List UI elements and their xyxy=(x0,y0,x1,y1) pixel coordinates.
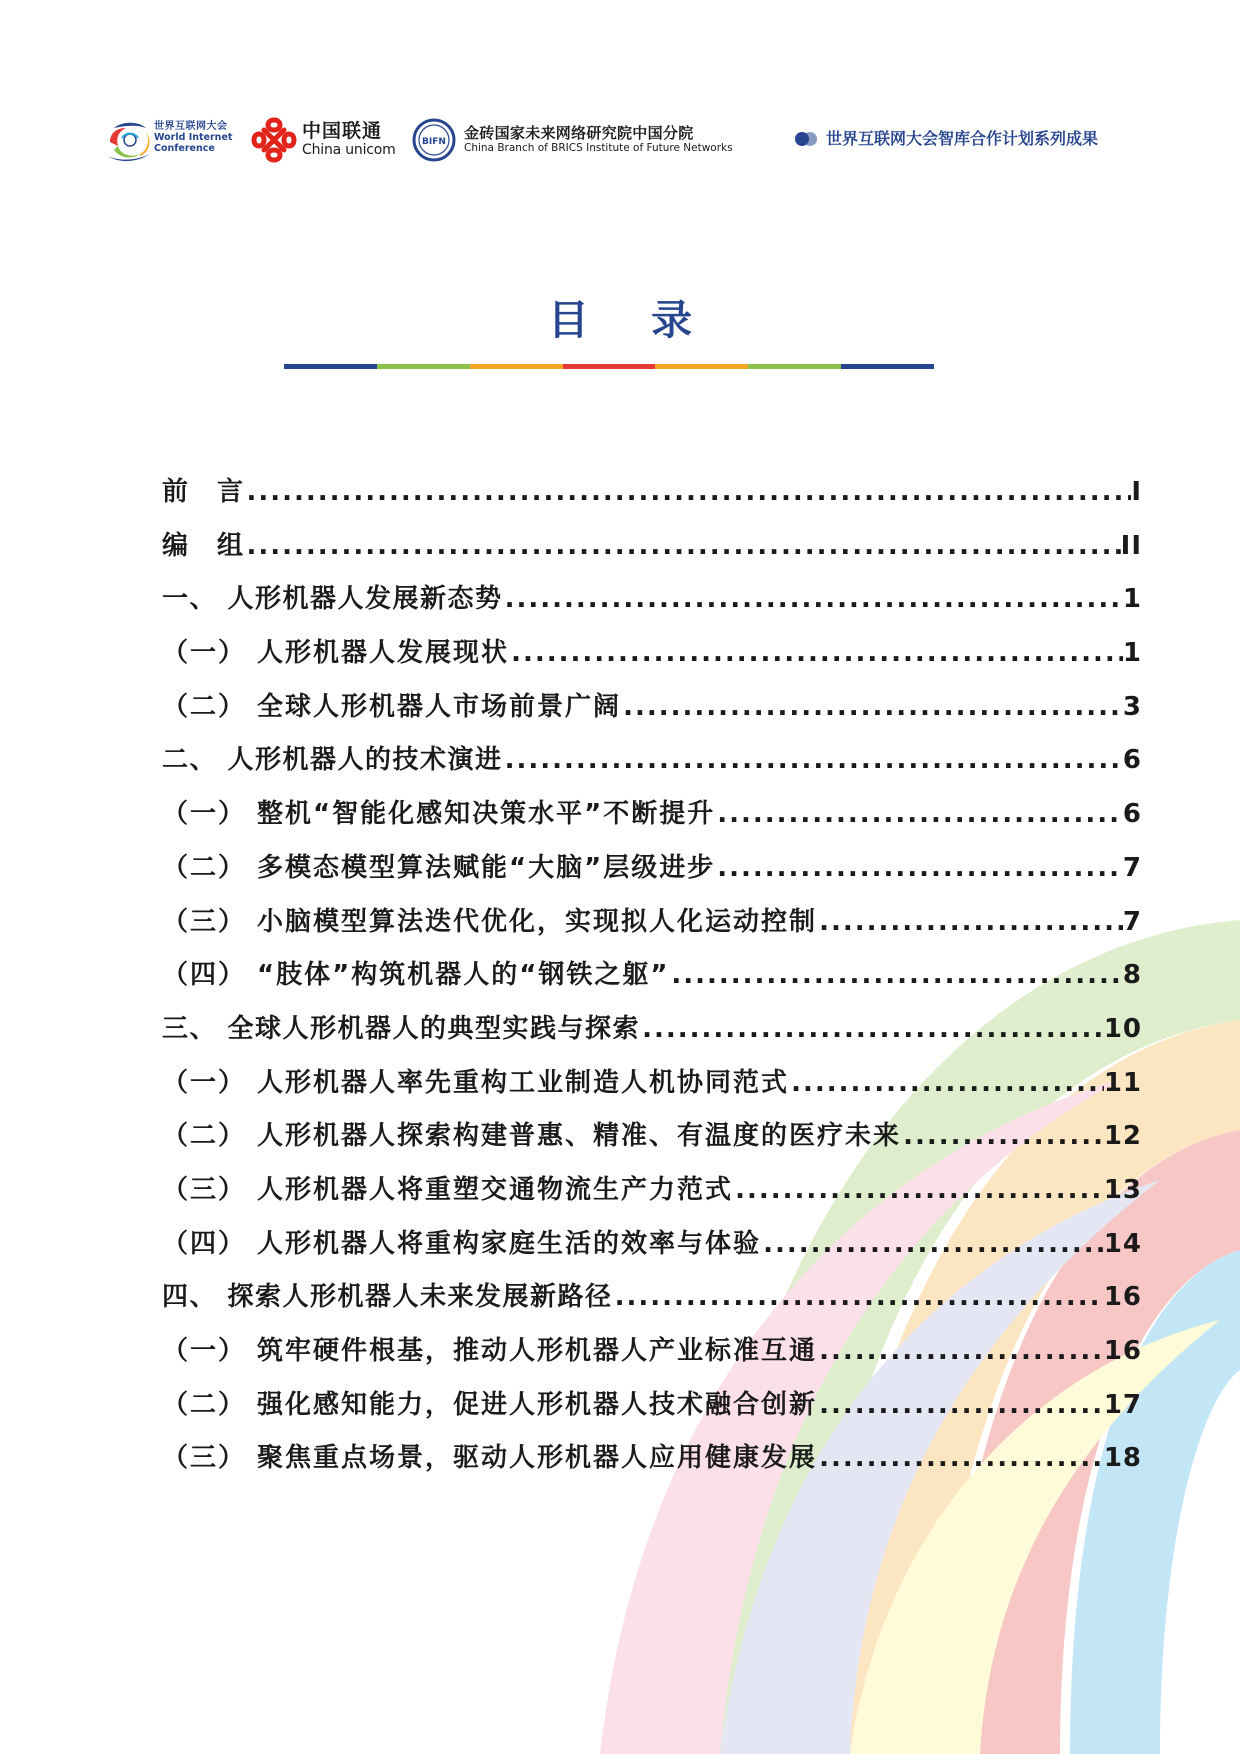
toc-entry-label: （三） 小脑模型算法迭代优化，实现拟人化运动控制 xyxy=(162,906,818,937)
toc-entry[interactable] xyxy=(162,1325,1142,1379)
unicom-logo-en: China unicom xyxy=(302,142,396,158)
brics-logo xyxy=(412,114,742,166)
toc-entry-page: II xyxy=(1120,530,1142,561)
toc-entry[interactable] xyxy=(162,1379,1142,1433)
toc-leader-dots xyxy=(509,627,1123,681)
toc-entry-label: （二） 多模态模型算法赋能“大脑”层级进步 xyxy=(162,852,716,883)
title-underline-segment xyxy=(377,364,470,369)
toc-leader-dots xyxy=(503,573,1123,627)
title-underline-segment xyxy=(563,364,656,369)
toc-leader-dots xyxy=(245,466,1132,520)
toc-entry-label: 三、 全球人形机器人的典型实践与探索 xyxy=(162,1013,641,1044)
toc-entry-label: 四、 探索人形机器人未来发展新路径 xyxy=(162,1282,613,1313)
toc-leader-dots xyxy=(503,734,1123,788)
toc-entry-label: （一） 筑牢硬件根基，推动人形机器人产业标准互通 xyxy=(162,1336,818,1366)
toc-entry-label: （三） 聚焦重点场景，驱动人形机器人应用健康发展 xyxy=(162,1443,818,1474)
toc-entry[interactable] xyxy=(162,896,1142,950)
toc-leader-dots xyxy=(901,1110,1104,1164)
toc-entry-label: （一） 整机“智能化感知决策水平”不断提升 xyxy=(162,799,716,830)
toc-entry-page: 6 xyxy=(1122,799,1142,830)
toc-leader-dots xyxy=(817,1432,1104,1486)
toc-entry-label: 二、 人形机器人的技术演进 xyxy=(162,745,503,776)
toc-entry[interactable] xyxy=(162,1271,1142,1325)
toc-entry-page: 3 xyxy=(1122,691,1142,722)
toc-leader-dots xyxy=(640,1003,1104,1057)
toc-entry-page: 12 xyxy=(1103,1121,1142,1152)
toc-entry-label: （二） 全球人形机器人市场前景广阔 xyxy=(162,691,622,722)
wic-globe-icon xyxy=(106,116,152,164)
toc-entry-label: （三） 人形机器人将重塑交通物流生产力范式 xyxy=(162,1174,734,1205)
toc-entry-page: 18 xyxy=(1103,1443,1142,1474)
toc-entry-label: （四） “肢体”构筑机器人的“钢铁之躯” xyxy=(162,960,670,991)
toc-entry-page: 13 xyxy=(1103,1174,1142,1205)
toc-entry-page: 10 xyxy=(1103,1013,1142,1044)
toc-entry[interactable] xyxy=(162,466,1142,520)
toc-entry-page: 1 xyxy=(1122,638,1142,669)
toc-entry-page: 16 xyxy=(1103,1336,1142,1366)
toc-entry-page: 8 xyxy=(1122,960,1142,991)
toc-entry[interactable] xyxy=(162,520,1142,574)
toc-entry[interactable] xyxy=(162,1164,1142,1218)
toc-leader-dots xyxy=(817,1379,1104,1433)
toc-entry-page: 7 xyxy=(1122,906,1142,937)
title-underline-segment xyxy=(748,364,841,369)
page-title: 目 录 xyxy=(547,296,717,344)
toc-leader-dots xyxy=(715,842,1123,896)
china-unicom-logo xyxy=(246,114,396,166)
toc-entry-label: （一） 人形机器人率先重构工业制造人机协同范式 xyxy=(162,1067,790,1098)
toc-entry-page: 6 xyxy=(1122,745,1142,776)
wic-logo-cn: 世界互联网大会 xyxy=(154,121,228,132)
brics-logo-cn: 金砖国家未来网络研究院中国分院 xyxy=(464,124,694,142)
toc-entry-page: 7 xyxy=(1122,852,1142,883)
toc-entry-label: （二） 强化感知能力，促进人形机器人技术融合创新 xyxy=(162,1389,818,1420)
toc-entry-label: 前 言 xyxy=(162,477,245,507)
toc-entry[interactable] xyxy=(162,788,1142,842)
toc-entry[interactable] xyxy=(162,734,1142,788)
toc-leader-dots xyxy=(669,949,1123,1003)
toc-entry-label: 编 组 xyxy=(162,530,245,561)
title-underline xyxy=(284,364,934,369)
page-header xyxy=(0,100,1240,180)
toc-entry-page: 14 xyxy=(1103,1228,1142,1259)
unicom-knot-icon xyxy=(246,114,302,166)
brics-mark-text: BIFN xyxy=(422,137,446,147)
toc-entry[interactable] xyxy=(162,1003,1142,1057)
toc-entry-page: 1 xyxy=(1122,584,1142,615)
toc-entry-label: （四） 人形机器人将重构家庭生活的效率与体验 xyxy=(162,1228,762,1259)
toc-entry-page: 17 xyxy=(1103,1389,1142,1420)
toc-entry[interactable] xyxy=(162,1432,1142,1486)
series-title: 世界互联网大会智库合作计划系列成果 xyxy=(826,129,1099,148)
toc-entry-page: I xyxy=(1131,477,1142,507)
toc-entry-page: 11 xyxy=(1103,1067,1142,1098)
toc-leader-dots xyxy=(613,1271,1104,1325)
series-dots-icon xyxy=(794,131,818,147)
wic-logo xyxy=(106,116,246,164)
toc-leader-dots xyxy=(245,520,1121,574)
title-underline-segment xyxy=(470,364,563,369)
title-underline-segment xyxy=(841,364,934,369)
toc-entry[interactable] xyxy=(162,1057,1142,1111)
toc-leader-dots xyxy=(621,681,1123,735)
toc-leader-dots xyxy=(789,1057,1104,1111)
toc-leader-dots xyxy=(817,896,1123,950)
title-underline-segment xyxy=(655,364,748,369)
toc-entry-label: （一） 人形机器人发展现状 xyxy=(162,638,510,669)
brics-seal-icon xyxy=(412,118,456,162)
wic-logo-en-2: Conference xyxy=(154,143,215,154)
toc-entry[interactable] xyxy=(162,573,1142,627)
toc-entry[interactable] xyxy=(162,627,1142,681)
toc-entry-label: 一、 人形机器人发展新态势 xyxy=(162,584,503,615)
toc-entry[interactable] xyxy=(162,842,1142,896)
title-underline-segment xyxy=(284,364,377,369)
toc-leader-dots xyxy=(761,1218,1104,1272)
toc-entry[interactable] xyxy=(162,949,1142,1003)
toc-entry-label: （二） 人形机器人探索构建普惠、精准、有温度的医疗未来 xyxy=(162,1121,902,1152)
toc-leader-dots xyxy=(733,1164,1104,1218)
table-of-contents xyxy=(162,466,1142,1486)
toc-leader-dots xyxy=(817,1325,1104,1379)
toc-entry[interactable] xyxy=(162,1218,1142,1272)
unicom-logo-cn: 中国联通 xyxy=(302,120,383,142)
wic-logo-en-1: World Internet xyxy=(154,132,233,143)
toc-leader-dots xyxy=(715,788,1123,842)
toc-entry-page: 16 xyxy=(1103,1282,1142,1313)
toc-entry[interactable] xyxy=(162,1110,1142,1164)
toc-entry[interactable] xyxy=(162,681,1142,735)
brics-logo-en: China Branch of BRICS Institute of Future Networks xyxy=(464,142,733,154)
